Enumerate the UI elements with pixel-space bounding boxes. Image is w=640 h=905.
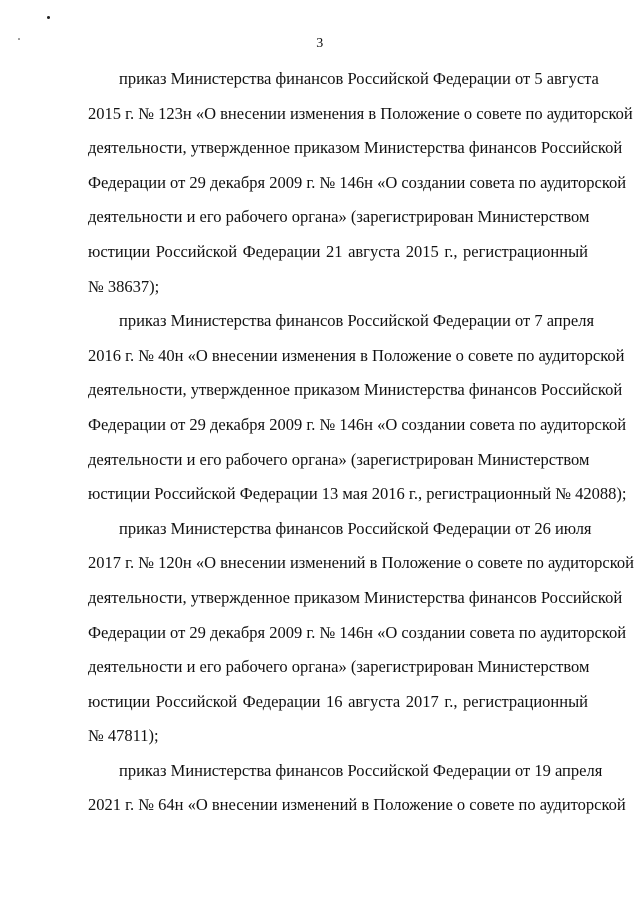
text-line: 2016 г. № 40н «О внесении изменения в Положение о совете по аудиторской [88, 345, 625, 365]
text-line: деятельности, утвержденное приказом Министерства финансов Российской [88, 587, 623, 607]
scan-speck [47, 16, 50, 19]
text-line: деятельности и его рабочего органа» (зарегистрирован Министерством [88, 657, 590, 677]
text-line: юстиции Российской Федерации 21 августа 2015 г., регистрационный [88, 241, 588, 261]
text-line: деятельности и его рабочего органа» (зарегистрирован Министерством [88, 207, 590, 227]
text-line: Федерации от 29 декабря 2009 г. № 146н «О создании совета по аудиторской [88, 622, 627, 642]
text-line: юстиции Российской Федерации 13 мая 2016 г., регистрационный № 42088); [88, 484, 627, 504]
text-line: 2017 г. № 120н «О внесении изменений в Положение о совете по аудиторской [88, 553, 634, 573]
text-line: деятельности, утвержденное приказом Министерства финансов Российской [88, 380, 623, 400]
text-line: 2015 г. № 123н «О внесении изменения в Положение о совете по аудиторской [88, 103, 633, 123]
text-line: приказ Министерства финансов Российской Федерации от 5 августа [119, 69, 599, 88]
text-line: 2021 г. № 64н «О внесении изменений в Положение о совете по аудиторской [88, 795, 626, 815]
document-body [88, 62, 634, 823]
text-line: юстиции Российской Федерации 16 августа 2017 г., регистрационный [88, 691, 588, 711]
text-line: № 38637); [88, 276, 160, 296]
page-number: 3 [316, 36, 324, 51]
text-line: Федерации от 29 декабря 2009 г. № 146н «О создании совета по аудиторской [88, 172, 627, 192]
text-line: № 47811); [88, 726, 159, 746]
text-line: деятельности и его рабочего органа» (зарегистрирован Министерством [88, 449, 590, 469]
text-line: Федерации от 29 декабря 2009 г. № 146н «О создании совета по аудиторской [88, 414, 627, 434]
text-line: приказ Министерства финансов Российской Федерации от 26 июля [119, 518, 592, 538]
text-line: приказ Министерства финансов Российской Федерации от 7 апреля [119, 311, 595, 331]
text-line: приказ Министерства финансов Российской Федерации от 19 апреля [119, 760, 603, 780]
text-line: деятельности, утвержденное приказом Министерства финансов Российской [88, 138, 623, 158]
